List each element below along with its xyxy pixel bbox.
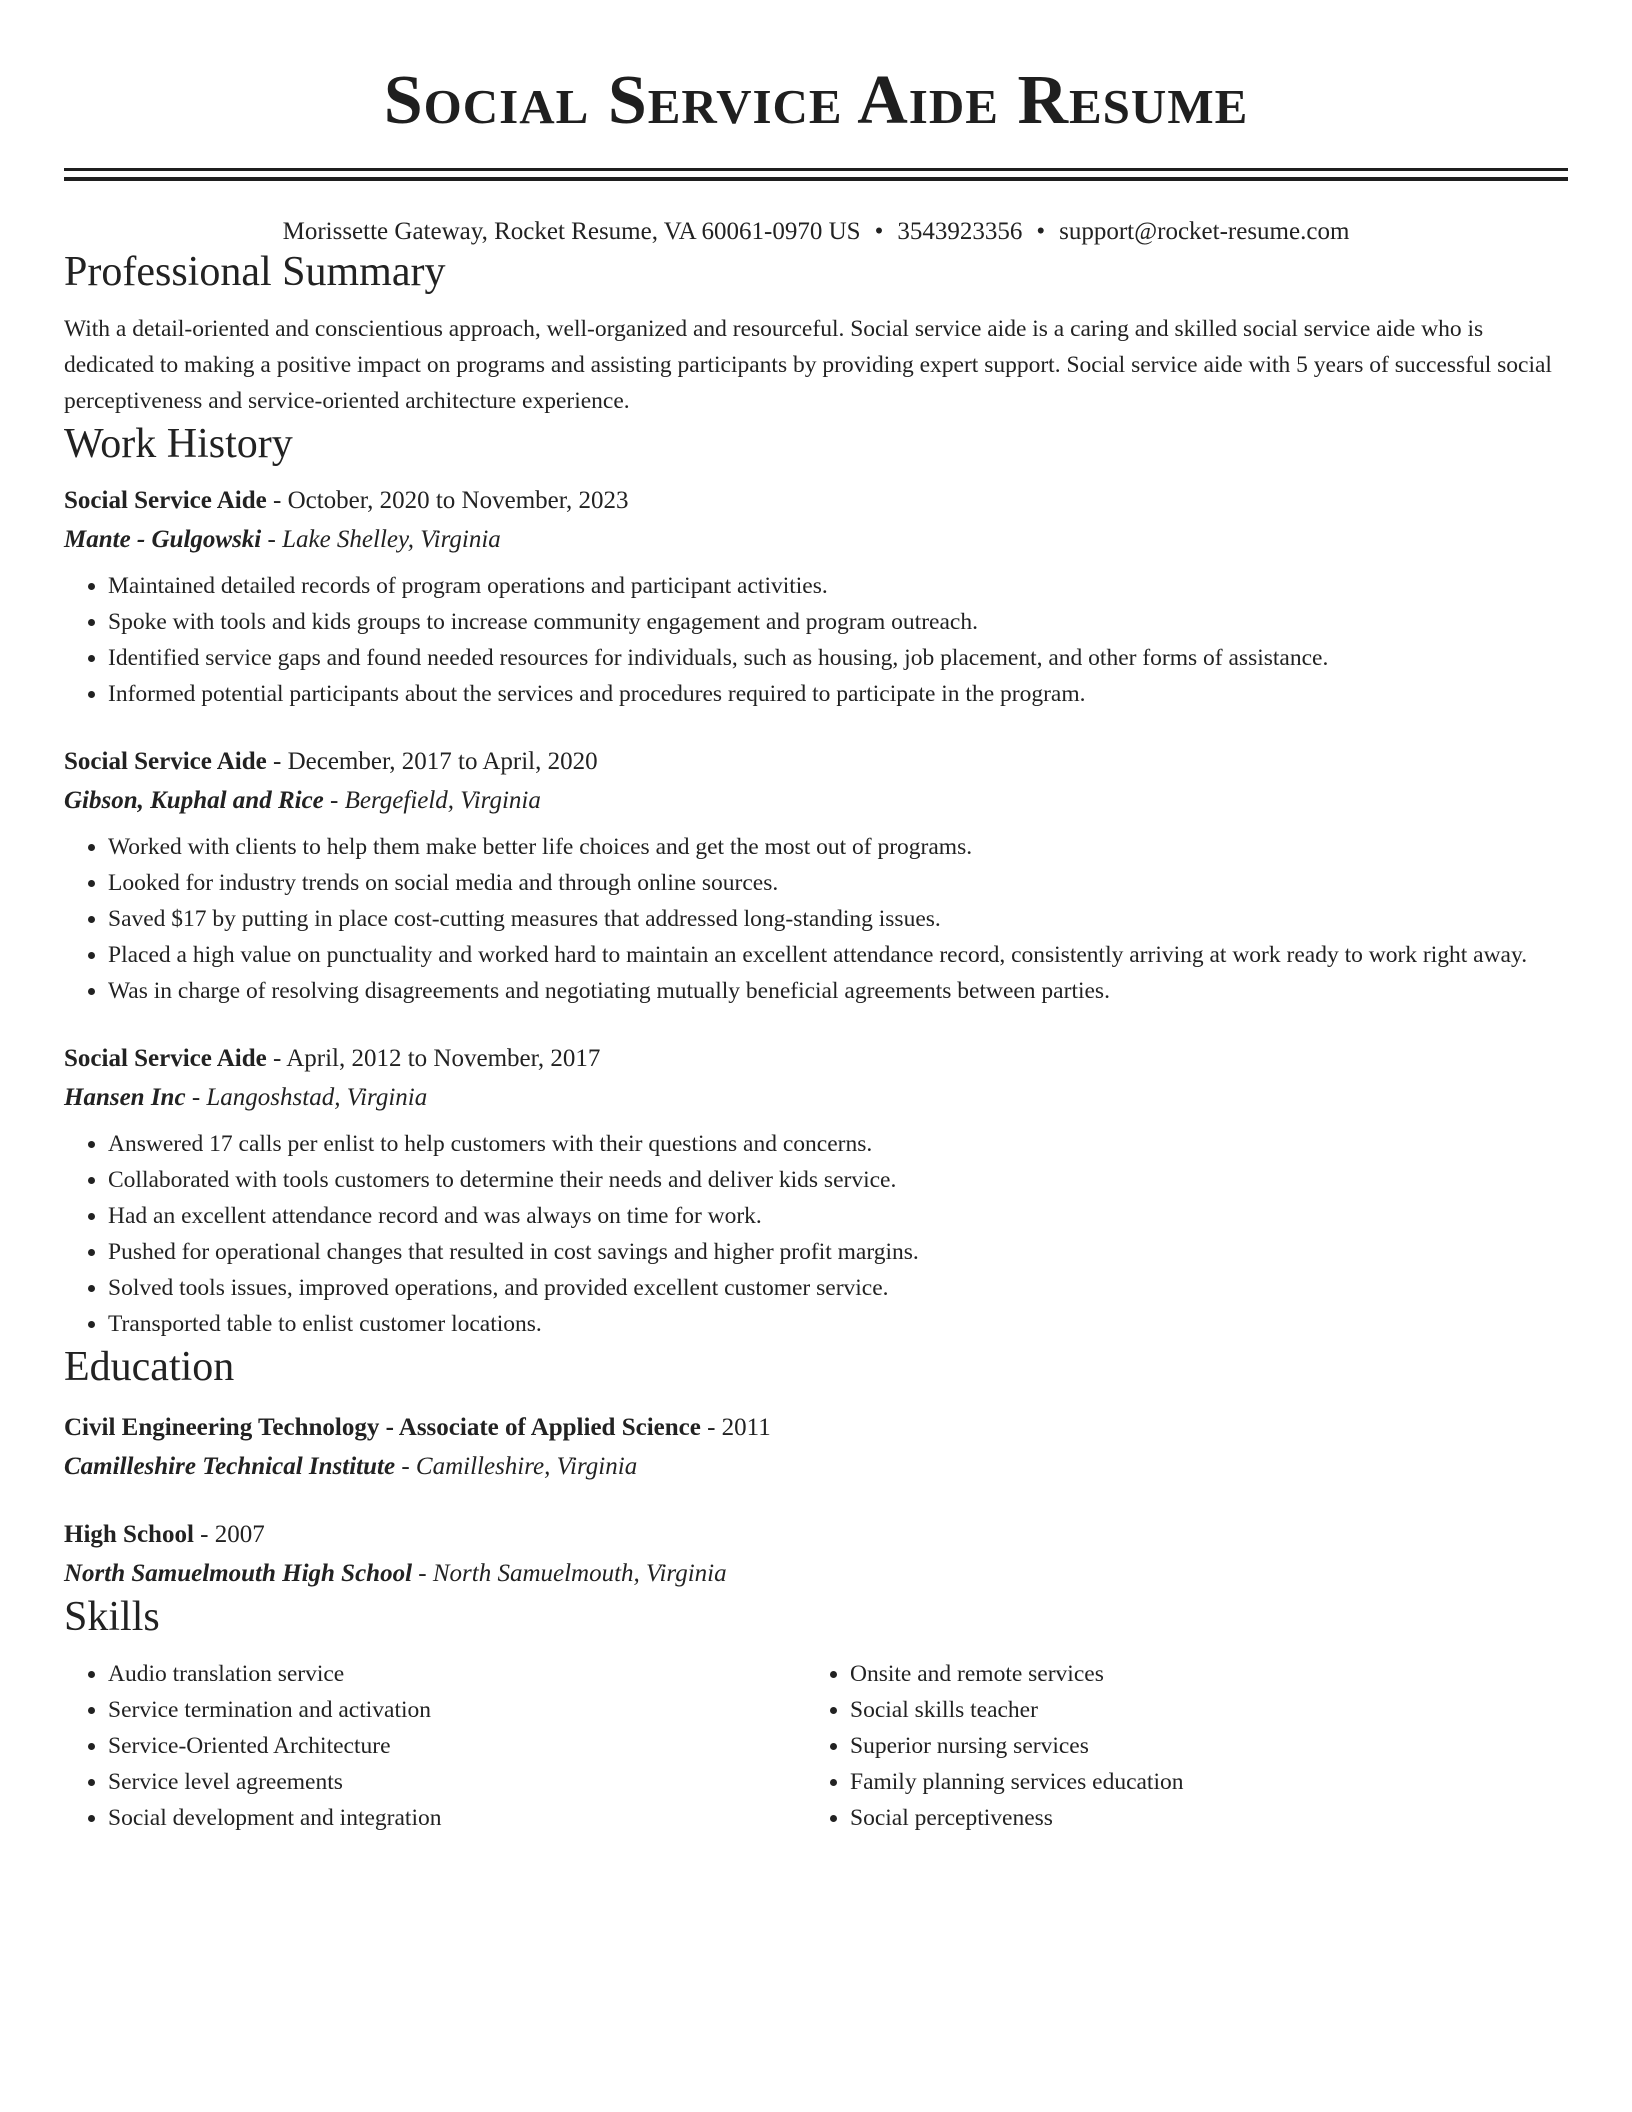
list-item: • Answered 17 calls per enlist to help customers with their questions and concerns. xyxy=(108,1126,1568,1162)
school-name: North Samuelmouth High School xyxy=(64,1560,413,1587)
job-title: Social Service Aide xyxy=(64,748,267,775)
skills-columns xyxy=(64,1656,1568,1836)
list-item: • Was in charge of resolving disagreements and negotiating mutually beneficial agreements between parties. xyxy=(108,973,1568,1009)
skill-item: • Social perceptiveness xyxy=(850,1800,1548,1836)
company-name: Hansen Inc xyxy=(64,1084,186,1111)
degree-line xyxy=(64,1517,1568,1553)
list-item: • Maintained detailed records of program operations and participant activities. xyxy=(108,568,1568,604)
skill-item: • Social development and integration xyxy=(108,1800,806,1836)
contact-separator: • xyxy=(1036,218,1046,245)
job-title: Social Service Aide xyxy=(64,1045,267,1072)
list-item: • Solved tools issues, improved operations, and provided excellent customer service. xyxy=(108,1270,1568,1306)
work-history-heading: Work History xyxy=(64,421,293,467)
resume-title: Social Service Aide Resume xyxy=(383,62,1249,139)
list-item: • Placed a high value on punctuality and worked hard to maintain an excellent attendance record, consistently arriving at work ready to work right away. xyxy=(108,937,1568,973)
company-location: - Langoshstad, Virginia xyxy=(185,1084,428,1111)
degree-year: - 2007 xyxy=(193,1521,265,1548)
degree-year: - 2011 xyxy=(700,1414,771,1441)
skill-item: • Audio translation service xyxy=(108,1656,806,1692)
job-entry-1 xyxy=(64,483,1568,712)
degree-name: Civil Engineering Technology - Associate of Applied Science xyxy=(64,1414,701,1441)
company-line xyxy=(64,522,1568,558)
list-item: • Informed potential participants about the services and procedures required to participate in the program. xyxy=(108,676,1568,712)
skill-item: • Family planning services education xyxy=(850,1764,1548,1800)
company-line xyxy=(64,783,1568,819)
contact-line xyxy=(64,217,1568,247)
title-rule-top xyxy=(64,168,1568,171)
title-rule-bottom xyxy=(64,177,1568,181)
list-item: • Looked for industry trends on social media and through online sources. xyxy=(108,865,1568,901)
job-bullets xyxy=(64,1126,1568,1342)
education-entry-1 xyxy=(64,1410,1568,1485)
degree-name: High School xyxy=(64,1521,194,1548)
education-entry-2 xyxy=(64,1517,1568,1592)
skills-list-left xyxy=(64,1656,806,1836)
school-name: Camilleshire Technical Institute xyxy=(64,1453,396,1480)
job-dates: - October, 2020 to November, 2023 xyxy=(266,487,629,514)
education-heading: Education xyxy=(64,1344,235,1390)
company-line xyxy=(64,1080,1568,1116)
company-name: Gibson, Kuphal and Rice xyxy=(64,787,324,814)
skill-item: • Service level agreements xyxy=(108,1764,806,1800)
summary-heading: Professional Summary xyxy=(64,249,446,295)
skills-list-right xyxy=(806,1656,1548,1836)
company-location: - Bergefield, Virginia xyxy=(323,787,541,814)
company-location: - Lake Shelley, Virginia xyxy=(261,526,501,553)
list-item: • Collaborated with tools customers to determine their needs and deliver kids service. xyxy=(108,1162,1568,1198)
skill-item: • Onsite and remote services xyxy=(850,1656,1548,1692)
skill-item: • Service-Oriented Architecture xyxy=(108,1728,806,1764)
contact-address: Morissette Gateway, Rocket Resume, VA 60061-0970 US xyxy=(282,218,861,245)
job-title: Social Service Aide xyxy=(64,487,267,514)
summary-text: With a detail-oriented and conscientious approach, well-organized and resourceful. Social service aide is a caring and skilled social service aide who is dedicated to making a positive impact on programs and assisting participants by providing expert support. Social service aide with 5 years of successful social perceptiveness and service-oriented architecture experience. xyxy=(64,316,1552,414)
list-item: • Had an excellent attendance record and was always on time for work. xyxy=(108,1198,1568,1234)
school-location: - North Samuelmouth, Virginia xyxy=(412,1560,727,1587)
job-entry-2 xyxy=(64,744,1568,1009)
job-dates: - December, 2017 to April, 2020 xyxy=(266,748,598,775)
skill-item: • Service termination and activation xyxy=(108,1692,806,1728)
job-title-line xyxy=(64,483,1568,519)
job-title-line xyxy=(64,744,1568,780)
list-item: • Saved $17 by putting in place cost-cutting measures that addressed long-standing issues. xyxy=(108,901,1568,937)
school-line xyxy=(64,1556,1568,1592)
contact-email: support@rocket-resume.com xyxy=(1059,218,1350,245)
job-title-line xyxy=(64,1041,1568,1077)
degree-line xyxy=(64,1410,1568,1446)
list-item: • Worked with clients to help them make better life choices and get the most out of programs. xyxy=(108,829,1568,865)
list-item: • Identified service gaps and found needed resources for individuals, such as housing, job placement, and other forms of assistance. xyxy=(108,640,1568,676)
list-item: • Pushed for operational changes that resulted in cost savings and higher profit margins. xyxy=(108,1234,1568,1270)
skills-heading: Skills xyxy=(64,1594,160,1640)
company-name: Mante - Gulgowski xyxy=(64,526,262,553)
job-bullets xyxy=(64,829,1568,1009)
contact-phone: 3543923356 xyxy=(897,218,1023,245)
job-entry-3 xyxy=(64,1041,1568,1342)
skill-item: • Social skills teacher xyxy=(850,1692,1548,1728)
list-item: • Spoke with tools and kids groups to increase community engagement and program outreach. xyxy=(108,604,1568,640)
school-line xyxy=(64,1449,1568,1485)
job-dates: - April, 2012 to November, 2017 xyxy=(266,1045,601,1072)
contact-separator: • xyxy=(874,218,884,245)
skill-item: • Superior nursing services xyxy=(850,1728,1548,1764)
school-location: - Camilleshire, Virginia xyxy=(395,1453,638,1480)
list-item: • Transported table to enlist customer locations. xyxy=(108,1306,1568,1342)
job-bullets xyxy=(64,568,1568,712)
